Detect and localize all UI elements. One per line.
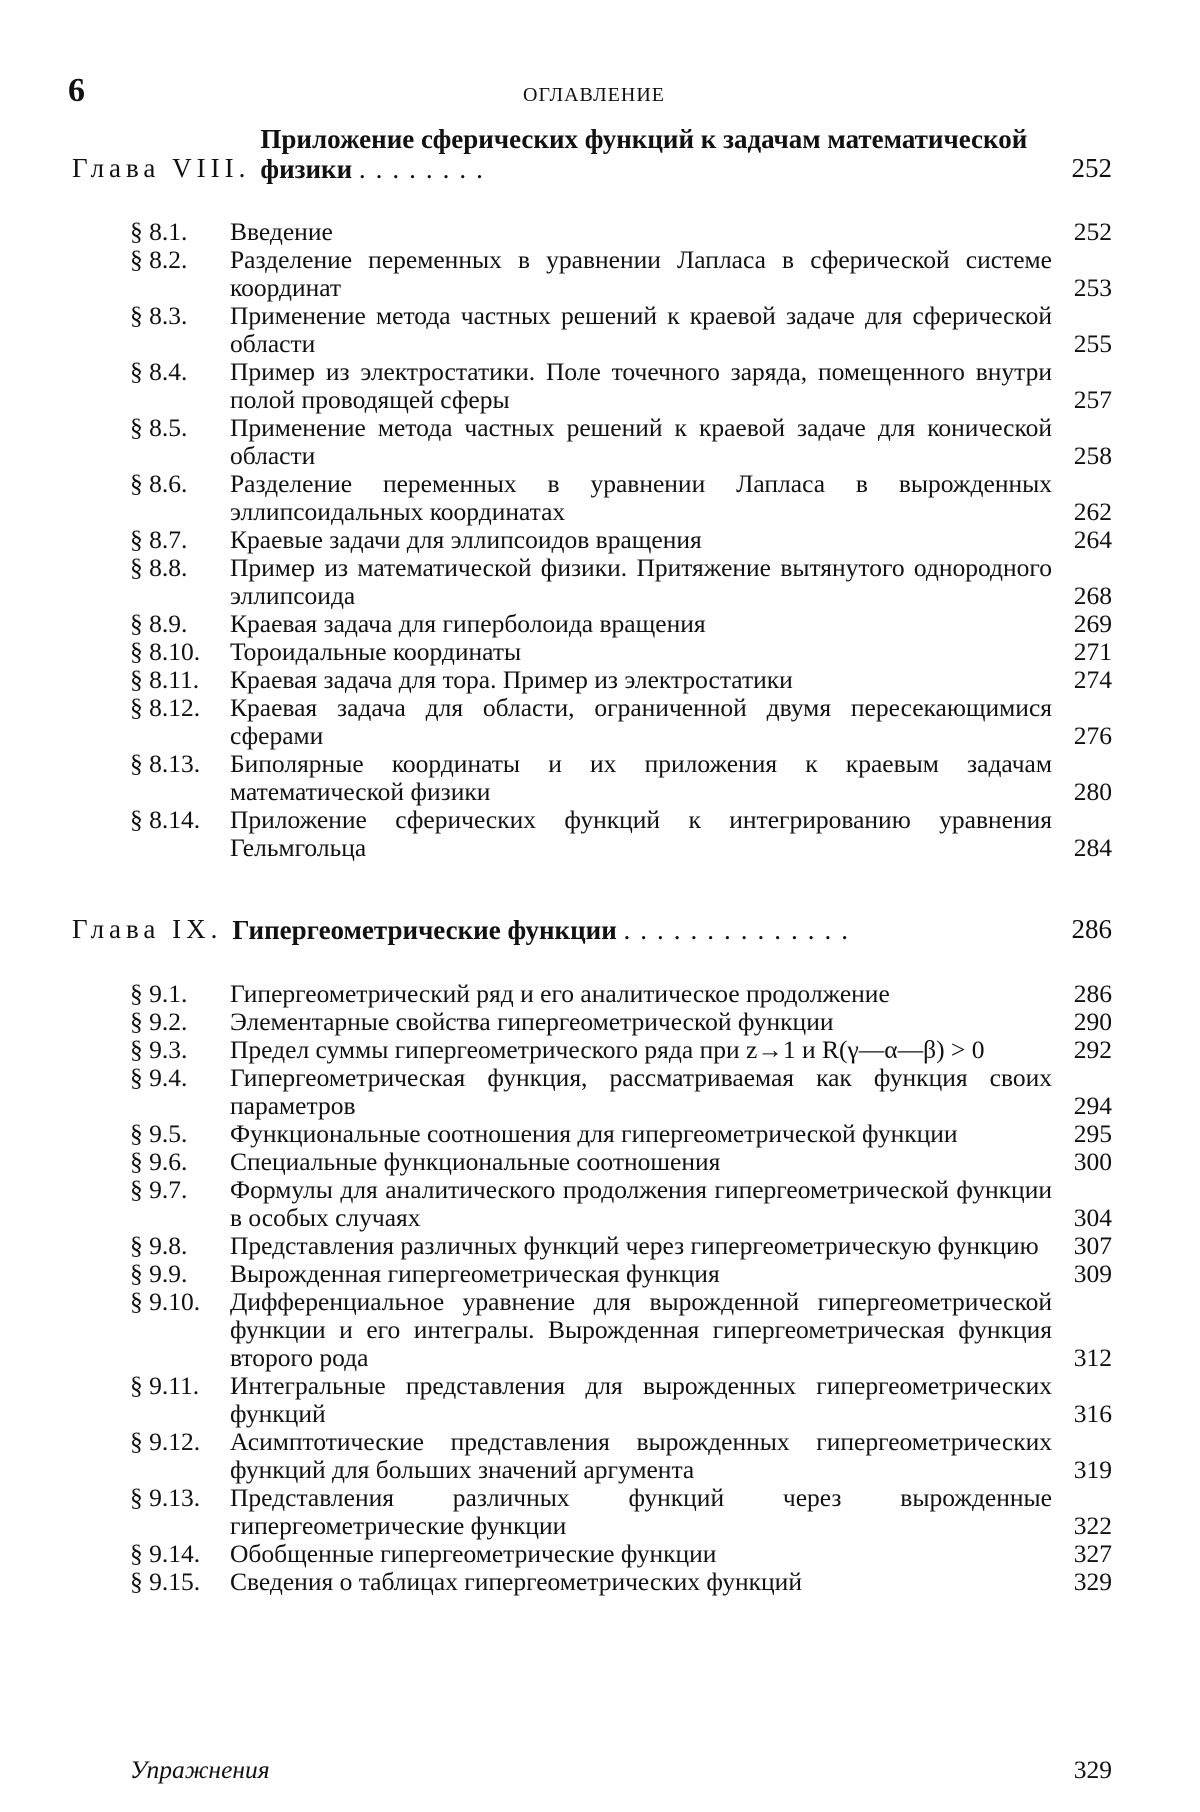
section-number: § 8.1. bbox=[130, 217, 188, 246]
toc-entry[interactable] bbox=[130, 610, 1112, 638]
section-page: 295 bbox=[1073, 1119, 1112, 1148]
section-page: 284 bbox=[1073, 833, 1112, 862]
section-title: Гипергеометрическая функция, рассматриваемая как функция своих параметров bbox=[230, 1063, 1052, 1120]
section-page: 322 bbox=[1073, 1511, 1112, 1540]
toc-entry[interactable] bbox=[130, 1428, 1112, 1484]
section-number: § 8.14. bbox=[130, 805, 201, 834]
section-number: § 8.13. bbox=[130, 749, 201, 778]
chapter-8-entries bbox=[130, 218, 1112, 862]
section-page: 286 bbox=[1073, 979, 1112, 1008]
exercises-page: 329 bbox=[1073, 1755, 1112, 1784]
section-title: Биполярные координаты и их приложения к краевым задачам математической физики bbox=[230, 749, 1052, 806]
running-title: ОГЛАВЛЕНИЕ bbox=[523, 84, 665, 106]
section-number: § 8.7. bbox=[130, 525, 188, 554]
chapter-title: Гипергеометрические функции .............. bbox=[232, 915, 858, 945]
section-number: § 9.8. bbox=[130, 1231, 188, 1260]
exercises-title: Упражнения bbox=[130, 1755, 270, 1784]
toc-entry[interactable] bbox=[130, 554, 1112, 610]
section-page: 276 bbox=[1073, 721, 1112, 750]
section-page: 257 bbox=[1073, 385, 1112, 414]
section-title: Элементарные свойства гипергеометрической функции bbox=[230, 1007, 834, 1036]
section-title: Краевые задачи для эллипсоидов вращения bbox=[230, 525, 702, 554]
section-title: Разделение переменных в уравнении Лапласа в сферической системе координат bbox=[230, 245, 1052, 302]
toc-entry[interactable] bbox=[130, 1148, 1112, 1176]
toc-entry[interactable] bbox=[130, 526, 1112, 554]
toc-entry[interactable] bbox=[130, 1484, 1112, 1540]
section-number: § 8.11. bbox=[130, 665, 200, 694]
section-title: Краевая задача для области, ограниченной двумя пересекающимися сферами bbox=[230, 693, 1052, 750]
toc-entry[interactable] bbox=[130, 1568, 1112, 1596]
section-title: Гипергеометрический ряд и его аналитическое продолжение bbox=[230, 979, 890, 1008]
section-number: § 8.9. bbox=[130, 609, 188, 638]
exercises-entry[interactable] bbox=[130, 1756, 1112, 1784]
section-number: § 9.9. bbox=[130, 1259, 188, 1288]
toc-entry[interactable] bbox=[130, 638, 1112, 666]
toc-entry[interactable] bbox=[130, 1540, 1112, 1568]
section-number: § 9.5. bbox=[130, 1119, 188, 1148]
section-title: Формулы для аналитического продолжения гипергеометрической функции в особых случаях bbox=[230, 1175, 1052, 1232]
section-number: § 9.14. bbox=[130, 1539, 201, 1568]
section-number: § 8.12. bbox=[130, 693, 201, 722]
section-page: 312 bbox=[1073, 1343, 1112, 1372]
section-number: § 8.3. bbox=[130, 301, 188, 330]
section-title: Применение метода частных решений к краевой задаче для сферической области bbox=[230, 301, 1052, 358]
page-header bbox=[68, 72, 1120, 112]
section-page: 269 bbox=[1073, 609, 1112, 638]
section-page: 300 bbox=[1073, 1147, 1112, 1176]
section-page: 268 bbox=[1073, 581, 1112, 610]
section-title: Предел суммы гипергеометрического ряда при z→1 и R(γ—α—β) > 0 bbox=[230, 1035, 985, 1064]
section-page: 262 bbox=[1073, 497, 1112, 526]
section-title: Дифференциальное уравнение для вырожденной гипергеометрической функции и его интегралы. Вырожденная гипергеометрическая функция второго рода bbox=[230, 1287, 1052, 1372]
chapter-label: Глава VIII. bbox=[72, 153, 251, 183]
section-title: Вырожденная гипергеометрическая функция bbox=[230, 1259, 720, 1288]
section-title: Сведения о таблицах гипергеометрических функций bbox=[230, 1567, 802, 1596]
section-page: 307 bbox=[1073, 1231, 1112, 1260]
page-number: 6 bbox=[68, 72, 85, 109]
toc-entry[interactable] bbox=[130, 1120, 1112, 1148]
section-number: § 9.12. bbox=[130, 1427, 201, 1456]
toc-entry[interactable] bbox=[130, 806, 1112, 862]
section-number: § 8.2. bbox=[130, 245, 188, 274]
section-title: Пример из электростатики. Поле точечного заряда, помещенного внутри полой проводящей сферы bbox=[230, 357, 1052, 414]
chapter-8-heading bbox=[72, 124, 1112, 184]
toc-entry[interactable] bbox=[130, 218, 1112, 246]
section-page: 252 bbox=[1073, 217, 1112, 246]
toc-entry[interactable] bbox=[130, 1372, 1112, 1428]
toc-entry[interactable] bbox=[130, 414, 1112, 470]
section-page: 294 bbox=[1073, 1091, 1112, 1120]
section-title: Функциональные соотношения для гипергеометрической функции bbox=[230, 1119, 958, 1148]
section-number: § 9.7. bbox=[130, 1175, 188, 1204]
section-page: 253 bbox=[1073, 273, 1112, 302]
chapter-page: 286 bbox=[1071, 914, 1112, 944]
section-page: 319 bbox=[1073, 1455, 1112, 1484]
section-number: § 8.8. bbox=[130, 553, 188, 582]
toc-entry[interactable] bbox=[130, 666, 1112, 694]
section-title: Краевая задача для тора. Пример из электростатики bbox=[230, 665, 793, 694]
section-page: 280 bbox=[1073, 777, 1112, 806]
section-title: Применение метода частных решений к краевой задаче для конической области bbox=[230, 413, 1052, 470]
section-number: § 9.4. bbox=[130, 1063, 188, 1092]
section-number: § 9.10. bbox=[130, 1287, 201, 1316]
toc-entry[interactable] bbox=[130, 1176, 1112, 1232]
section-title: Пример из математической физики. Притяжение вытянутого однородного эллипсоида bbox=[230, 553, 1052, 610]
section-number: § 9.15. bbox=[130, 1567, 201, 1596]
toc-entry[interactable] bbox=[130, 694, 1112, 750]
toc-entry[interactable] bbox=[130, 980, 1112, 1008]
chapter-title: Приложение сферических функций к задачам математической физики ........ bbox=[260, 124, 1028, 184]
section-page: 327 bbox=[1073, 1539, 1112, 1568]
section-number: § 8.4. bbox=[130, 357, 188, 386]
section-title: Введение bbox=[230, 217, 333, 246]
toc-entry[interactable] bbox=[130, 470, 1112, 526]
section-page: 271 bbox=[1073, 637, 1112, 666]
section-number: § 9.11. bbox=[130, 1371, 200, 1400]
section-number: § 9.13. bbox=[130, 1483, 201, 1512]
section-page: 255 bbox=[1073, 329, 1112, 358]
section-page: 274 bbox=[1073, 665, 1112, 694]
section-page: 290 bbox=[1073, 1007, 1112, 1036]
toc-entry[interactable] bbox=[130, 1260, 1112, 1288]
chapter-label: Глава IX. bbox=[72, 914, 223, 944]
section-page: 264 bbox=[1073, 525, 1112, 554]
chapter-page: 252 bbox=[1071, 153, 1112, 183]
section-number: § 9.2. bbox=[130, 1007, 188, 1036]
toc-entry[interactable] bbox=[130, 1232, 1112, 1260]
section-page: 292 bbox=[1073, 1035, 1112, 1064]
section-title: Специальные функциональные соотношения bbox=[230, 1147, 721, 1176]
section-page: 304 bbox=[1073, 1203, 1112, 1232]
toc-entry[interactable] bbox=[130, 358, 1112, 414]
section-page: 309 bbox=[1073, 1259, 1112, 1288]
section-page: 329 bbox=[1073, 1567, 1112, 1596]
section-title: Асимптотические представления вырожденных гипергеометрических функций для больших значений аргумента bbox=[230, 1427, 1052, 1484]
toc-entry[interactable] bbox=[130, 1008, 1112, 1036]
toc-entry[interactable] bbox=[130, 1064, 1112, 1120]
section-title: Представления различных функций через гипергеометрическую функцию bbox=[230, 1231, 1039, 1260]
chapter-9-heading bbox=[72, 914, 1112, 945]
section-title: Обобщенные гипергеометрические функции bbox=[230, 1539, 717, 1568]
section-title: Представления различных функций через вырожденные гипергеометрические функции bbox=[230, 1483, 1052, 1540]
toc-entry[interactable] bbox=[130, 1288, 1112, 1372]
toc-entry[interactable] bbox=[130, 302, 1112, 358]
toc-entry[interactable] bbox=[130, 246, 1112, 302]
section-title: Приложение сферических функций к интегрированию уравнения Гельмгольца bbox=[230, 805, 1052, 862]
section-page: 258 bbox=[1073, 441, 1112, 470]
section-number: § 8.6. bbox=[130, 469, 188, 498]
section-number: § 9.3. bbox=[130, 1035, 188, 1064]
section-number: § 8.5. bbox=[130, 413, 188, 442]
section-number: § 9.1. bbox=[130, 979, 188, 1008]
section-number: § 9.6. bbox=[130, 1147, 188, 1176]
toc-entry[interactable] bbox=[130, 1036, 1112, 1064]
section-title: Интегральные представления для вырожденных гипергеометрических функций bbox=[230, 1371, 1052, 1428]
section-title: Краевая задача для гиперболоида вращения bbox=[230, 609, 706, 638]
toc-entry[interactable] bbox=[130, 750, 1112, 806]
chapter-9-entries bbox=[130, 980, 1112, 1596]
section-number: § 8.10. bbox=[130, 637, 201, 666]
section-page: 316 bbox=[1073, 1399, 1112, 1428]
section-title: Разделение переменных в уравнении Лапласа в вырожденных эллипсоидальных координатах bbox=[230, 469, 1052, 526]
section-title: Тороидальные координаты bbox=[230, 637, 522, 666]
